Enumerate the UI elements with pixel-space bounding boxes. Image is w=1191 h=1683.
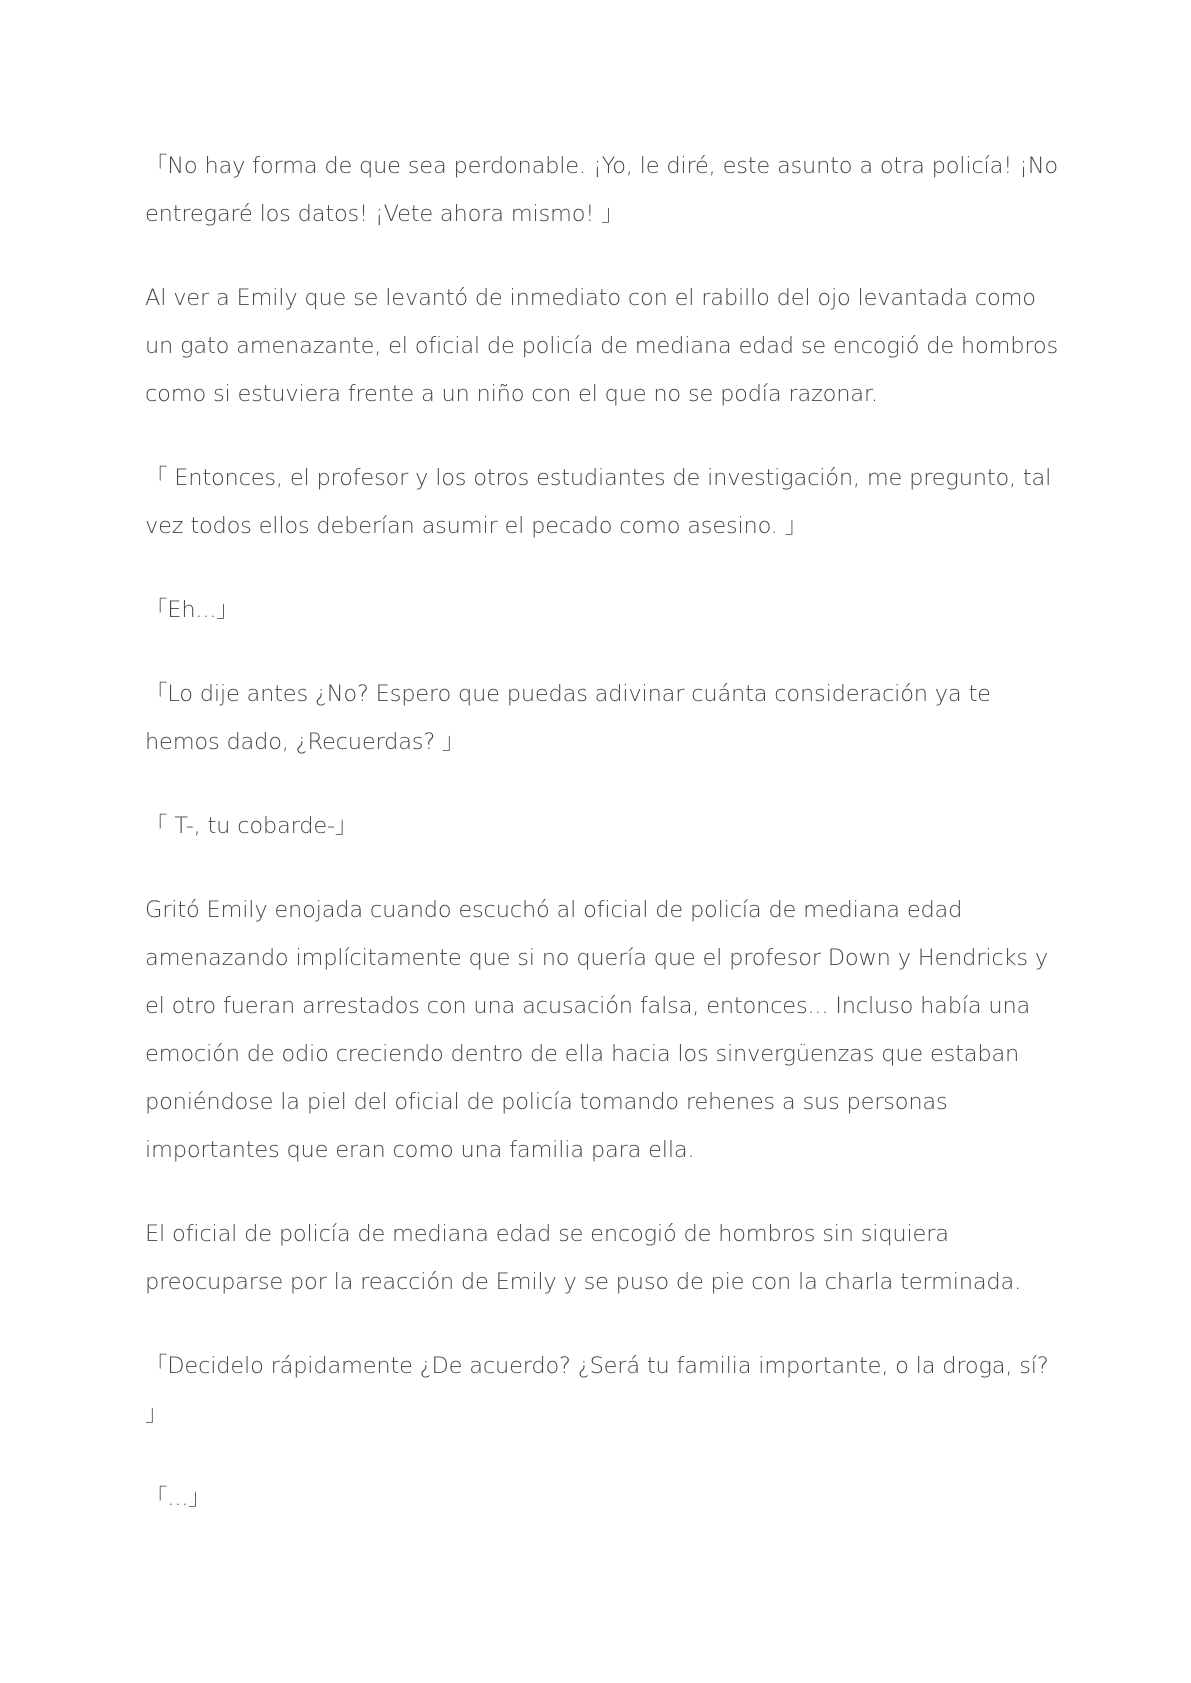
paragraph: Al ver a Emily que se levantó de inmediato con el rabillo del ojo levantada como un gato amenazante, el oficial de policía de mediana edad se encogió de hombros como si estuviera frente a un niño con el que no se podía razonar.: [145, 285, 1058, 407]
paragraph: 「No hay forma de que sea perdonable. ¡Yo, le diré, este asunto a otra policía! ¡No entregaré los datos! ¡Vete ahora mismo! 」: [145, 153, 1058, 227]
paragraph: El oficial de policía de mediana edad se encogió de hombros sin siquiera preocuparse por la reacción de Emily y se puso de pie con la charla terminada.: [145, 1221, 1022, 1295]
paragraph: 「 T-, tu cobarde-」: [145, 813, 358, 839]
paragraph: 「Lo dije antes ¿No? Espero que puedas adivinar cuánta consideración ya te hemos dado, ¿Recuerdas? 」: [145, 681, 991, 755]
paragraph: 「Eh...」: [145, 597, 239, 623]
paragraph: 「...」: [145, 1485, 211, 1511]
paragraph: Gritó Emily enojada cuando escuchó al oficial de policía de mediana edad amenazando implícitamente que si no quería que el profesor Down y Hendricks y el otro fueran arrestados con una acusación falsa, entonces... Incluso había una emoción de odio creciendo dentro de ella hacia los sinvergüenzas que estaban poniéndose la piel del oficial de policía tomando rehenes a sus personas importantes que eran como una familia para ella.: [145, 897, 1048, 1163]
document-body: [145, 142, 1065, 1558]
paragraph: 「 Entonces, el profesor y los otros estudiantes de investigación, me pregunto, tal vez todos ellos deberían asumir el pecado como asesino. 」: [145, 465, 1052, 539]
paragraph: 「Decidelo rápidamente ¿De acuerdo? ¿Será tu familia importante, o la droga, sí? 」: [145, 1353, 1049, 1427]
